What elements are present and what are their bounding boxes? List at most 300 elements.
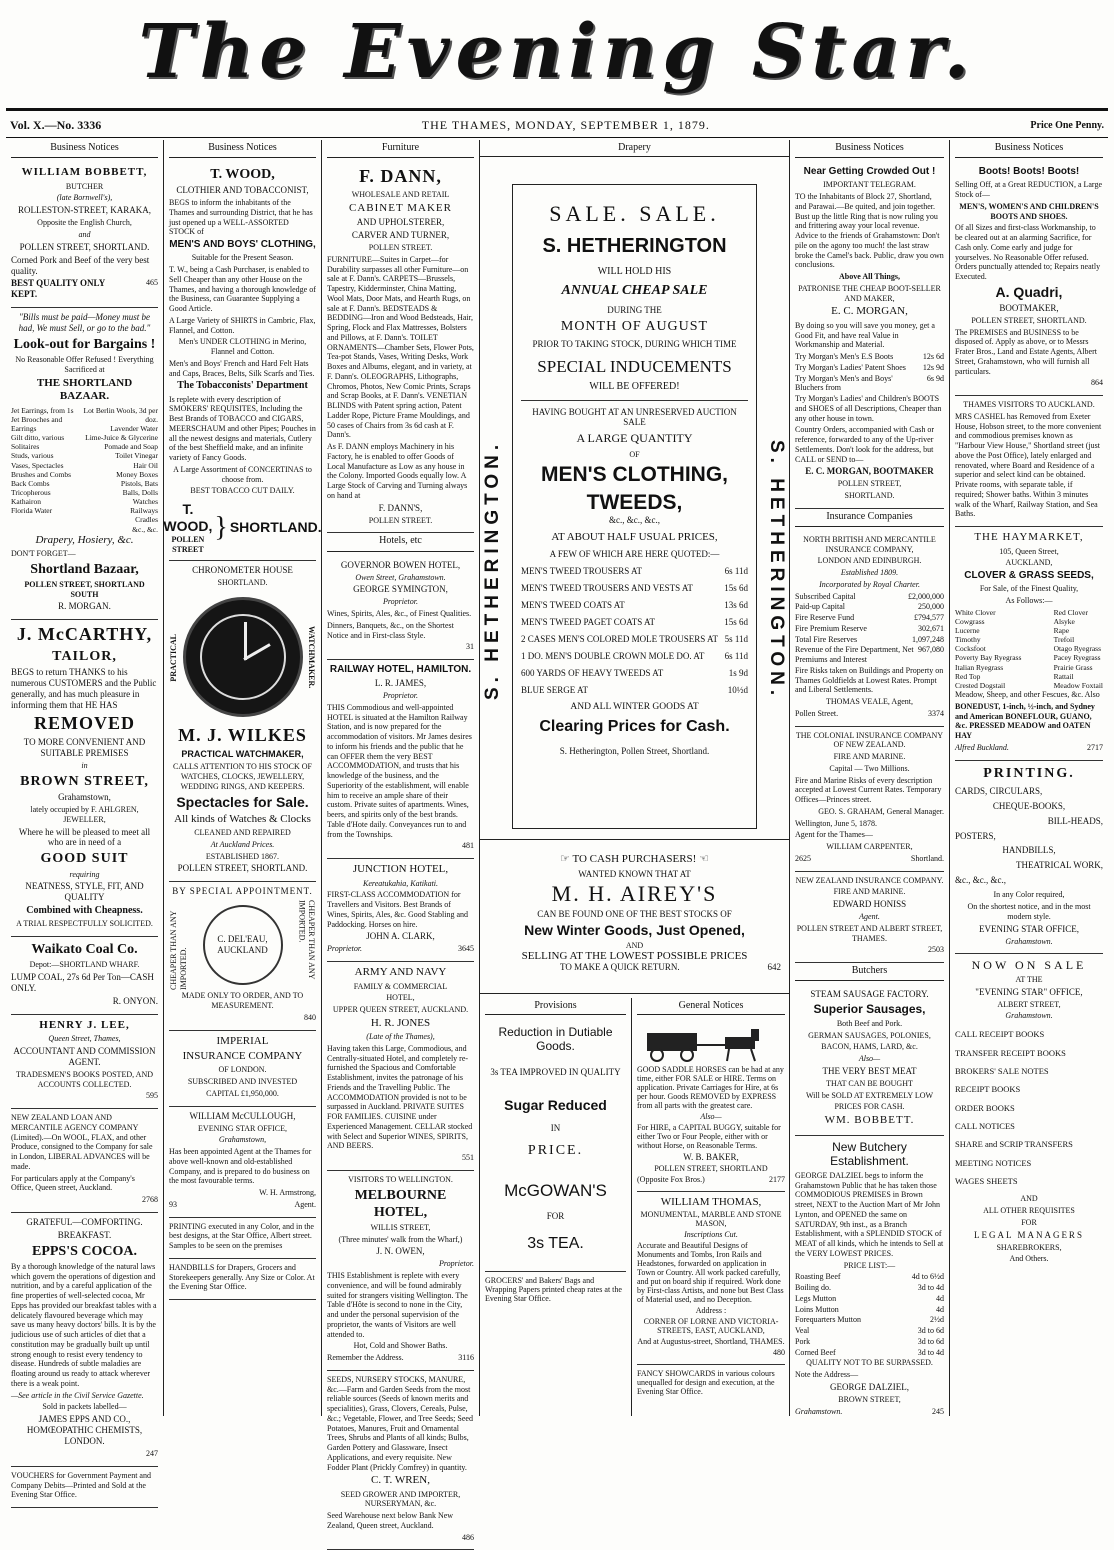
ad-trade: SEED GROWER AND IMPORTER, NURSERYMAN, &c. [340,1489,461,1509]
ad-address: BROWN STREET, [838,1394,901,1404]
price-label: MEN'S TWEED TROUSERS AT [521,566,643,576]
ad-address: POLLEN STREET. [368,243,433,253]
list-item: Lime-Juice & Glycerine [85,433,158,443]
ad-text: ALL OTHER REQUISITES [983,1206,1075,1216]
ad-address: UPPER QUEEN STREET, AUCKLAND. [332,1005,469,1015]
ad-name: T. WOOD, [163,501,213,535]
price-row [795,592,944,602]
ad-headline: SALE. SALE. [549,201,720,226]
ad-william-thomas [637,1192,785,1365]
ad-text: SUBSCRIBED AND INVESTED [187,1077,298,1087]
ad-text: PRICES FOR CASH. [834,1102,905,1112]
ad-name: M. J. WILKES [178,725,307,746]
ad-name: INSURANCE COMPANY [182,1049,303,1062]
price-label: Try Morgan's Men's and Boys' Bluchers from [795,373,893,393]
ad-trade: ACCOUNTANT AND COMMISSION AGENT. [13,1046,156,1067]
ad-body: Men's and Boys' French and Hard Felt Hats and Caps, Braces, Belts, Silk Scarfs and Ties. [169,358,315,378]
price-row [795,1315,944,1325]
ad-body: Wines, Spirits, Ales, &c., of Finest Qualities. [327,609,472,619]
ad-name: THE SHORTLAND BAZAAR. [36,376,133,403]
price-row [521,668,748,678]
ad-tagline: BEST TOBACCO CUT DAILY. [190,486,295,496]
ad-text: CAPITAL £1,950,000. [206,1088,279,1098]
ad-body: Has been appointed Agent at the Thames for above well-known and old-established Company, and is prepared to do business on the most favourable terms. [169,1147,312,1186]
price-row [795,1283,944,1293]
ad-text: Proprietor. [327,944,363,954]
ad-text: AND ALL WINTER GOODS AT [570,702,699,712]
ad-cashel [955,396,1103,527]
price-value: 3d to 6d [917,1326,944,1336]
ad-name: NORTH BRITISH AND MERCANTILE INSURANCE COMPANY, [803,534,936,554]
section-heading: General Notices [637,998,785,1015]
ad-text: FOR [1021,1217,1037,1227]
section-heading: Hotels, etc [327,533,474,551]
ad-address: Grahamstown. [1005,936,1053,946]
ad-body: LUMP COAL, 27s 6d Per Ton—CASH ONLY. [11,971,154,993]
price-label: 600 YARDS OF HEAVY TWEEDS AT [521,668,664,678]
ad-trade: CLOTHIER AND TOBACCONIST, [176,185,309,196]
column-7 [950,140,1108,1416]
price-label: Revenue of the Fire Department, Net Premiums and Interest [795,645,914,665]
ad-text: Remember the Address. [327,1353,404,1363]
ad-body: Dinners, Banquets, &c., on the Shortest Notice and in First-class Style. [327,620,454,640]
price-value: 4d to 6½d [911,1272,944,1282]
price-label: Try Morgan's Ladies' Patent Shoes [795,362,906,372]
ad-nz-loan [11,1109,158,1213]
ad-text: Inscriptions Cut. [684,1230,738,1239]
ad-body: Fire Risks taken on Buildings and Property on Thames Goldfields at Lowest Rates. Prompt and Liberal Settlements. [795,665,944,695]
ad-text: Also— [858,1054,881,1064]
ad-address: POLLEN STREET, SHORTLAND SOUTH [24,579,145,599]
list-item: Gilt ditto, various [11,433,65,443]
list-item: TRANSFER RECEIPT BOOKS [955,1047,1066,1058]
price-label: Veal [795,1326,810,1336]
ad-text: DURING THE [607,305,662,315]
vertical-name: S. HETHERINGTON. [482,439,503,701]
ad-text: FIRE AND MARINE. [833,752,906,762]
list-item: Pacey Ryegrass [1053,653,1101,663]
ad-owner: L. R. JAMES, [374,678,427,689]
ad-body: HANDBILLS for Drapers, Grocers and Storekeepers generally. Any Size or Color. At the Evening Star Office. [169,1262,315,1292]
list-item: Money Boxes [116,469,158,479]
ad-name: WILLIAM THOMAS, [660,1196,762,1208]
ad-number: 2503 [928,945,944,955]
list-item: Pistols, Bats [120,478,158,488]
airey-ad [480,848,789,994]
ad-text: Agent. [859,912,880,922]
ad-wren [327,1371,474,1550]
ad-address: Grahamstown, [58,792,111,803]
ad-text: OF [629,450,640,459]
list-item: Rattail [1053,671,1074,681]
column-3 [322,140,480,1542]
ad-body: As F. DANN employs Machinery in his Factory, he is enabled to offer Goods of Local Manufacture as Low as any house in the Colony. Imported Goods equally low. A Large Stock of Carving and Turning always on hand at [327,442,468,500]
ad-text: For Sale, of the Finest Quality, [979,584,1079,594]
ad-body: CALLS ATTENTION TO HIS STOCK OF WATCHES, CLOCKS, JEWELLERY, WEDDING RINGS, AND KEEPERS. [173,762,312,791]
price-label: Fire Premium Reserve [795,623,867,633]
center-block [480,140,790,1416]
section-heading: Drapery [480,140,789,157]
ad-body: Meadow, Sheep, and other Fescues, &c. Also [955,690,1100,700]
ad-text: AT THE [1015,974,1043,984]
section-heading: Business Notices [169,140,316,158]
ad-text: AT ABOUT HALF USUAL PRICES, [551,531,718,543]
ad-number: 840 [304,1012,316,1022]
seal-text: C. DEL'EAU, AUCKLAND [217,934,268,956]
ad-text: PRICE LIST:— [843,1260,896,1270]
list-item: Jet Brooches and Earrings [11,414,63,434]
ad-address: POLLEN STREET. [368,515,433,525]
ad-printing-office [955,761,1103,955]
ad-address: Grahamstown, [218,1135,267,1145]
ad-text: IN [550,1123,561,1133]
ad-text: 3s TEA IMPROVED IN QUALITY [490,1067,621,1077]
ad-body: Corned Pork and Beef of the very best quality. [11,254,150,276]
list-item: MEETING NOTICES [955,1157,1032,1168]
price-label: Forequarters Mutton [795,1315,861,1325]
ad-trade: CABINET MAKER [349,201,452,214]
printing-list [955,786,1103,887]
hand-icon: ☜ [696,853,709,865]
list-item: &c., &c. [132,524,158,534]
ad-headline: VISITORS TO WELLINGTON. [348,1174,453,1184]
ad-text: —See article in the Civil Service Gazette. [11,1390,144,1400]
ad-text: BACON, HAMS, LARD, &c. [821,1042,918,1052]
ad-junction-hotel [327,859,474,962]
ad-headline: Sugar Reduced [504,1097,607,1113]
list-item: Hair Oil [133,460,158,470]
ad-text: THE VERY BEST MEAT [822,1065,917,1076]
ad-number: 595 [146,1091,158,1101]
ad-printing [169,1218,316,1259]
ad-address: AUCKLAND, [1005,558,1053,568]
ad-name: THE HAYMARKET, [974,531,1084,544]
ad-owner: THOMAS VEALE, Agent, [826,697,913,707]
ad-dalziel [795,1136,944,1424]
ad-address: POLLEN STREET, SHORTLAND. [19,241,150,252]
ad-name: S. HETHERINGTON [542,235,727,257]
ad-trade: TAILOR, [52,649,117,665]
ad-shortland-bazaar [11,308,158,620]
ad-text: NEATNESS, STYLE, FIT, AND QUALITY [25,881,144,903]
ad-name: WILLIAM McCULLOUGH, [189,1110,296,1121]
ad-haymarket [955,527,1103,760]
list-item: BILL-HEADS, [1047,815,1103,826]
ad-address: LONDON AND EDINBURGH. [817,556,922,566]
price-value: 2½d [930,1315,944,1325]
ad-headline: THAMES VISITORS TO AUCKLAND. [963,400,1095,410]
ad-governor-bowen [327,556,474,660]
ad-number: 245 [932,1406,944,1416]
ad-name: NEW ZEALAND INSURANCE COMPANY. [795,875,944,885]
ad-name: J. McCARTHY, [16,624,153,645]
side-label: PRACTICAL [169,633,178,682]
price-label: Legs Mutton [795,1293,837,1303]
ad-headline: PRICE. [527,1143,584,1158]
ad-headline: GOOD SUIT [40,851,129,867]
list-item: Italian Ryegrass [955,662,1004,672]
ad-number: 31 [466,642,474,652]
ad-name: GOVERNOR BOWEN HOTEL, [340,559,461,570]
ad-text: WILL HOLD HIS [597,266,672,277]
price-label: BLUE SERGE AT [521,685,589,695]
ad-now-on-sale [955,954,1103,1271]
ad-number: 486 [462,1532,474,1542]
ad-railway-hotel [327,660,474,859]
ad-number: 465 [146,278,158,288]
ad-trade: CARVER AND TURNER, [351,230,450,241]
ad-text: WANTED KNOWN THAT AT [578,869,691,879]
price-row [521,651,748,661]
ad-owner: E. C. MORGAN, BOOTMAKER [805,466,934,477]
side-label: CHEAPER THAN ANY IMPORTED. [297,900,316,980]
ad-headline: The Tobacconists' Department [177,380,308,392]
ad-owner: GEORGE SYMINGTON, [353,584,448,595]
price-label: Loins Mutton [795,1304,839,1314]
list-item: Red Top [955,671,981,681]
section-heading: Furniture [327,140,474,158]
ad-text: TO MORE CONVENIENT AND SUITABLE PREMISES [23,737,146,759]
ad-text: LEGAL MANAGERS [974,1229,1084,1240]
ad-text: CLEANED AND REPAIRED [194,828,291,838]
ad-body: Is replete with every description of SMOKERS' REQUISITES, Including the Best Brands of TOBACCO and CIGARS, MEERSCHAUM and other Pipes; Pouches in all the newest designs and materials, Cutlery of the best Sheffield make, and an infinite variety of Fancy Goods. [169,394,316,463]
ad-address: SHORTLAND. [217,577,268,587]
ad-body: Country Orders, accompanied with Cash or reference, forwarded to any of the Up-river Settlements. Don't look for the address, but CALL or SEND to— [795,425,935,464]
auction-section [521,400,748,736]
ad-body: Try Morgan's Ladies' and Children's BOOTS and SHOES of all Descriptions, Cheaper than any other house in town. [795,394,942,423]
ad-name: E. C. MORGAN, [831,305,908,318]
ad-text: FOR [546,1211,565,1221]
ad-body: SEEDS, NURSERY STOCKS, MANURE, &c.—Farm and Garden Seeds from the most reliable sources (Seeds of known merits and specialities), Grass, Clovers, Cereals, Pulse, &c.; Vegetable, Flower, and Tree Seeds; Seed Potatoes, Manures, Fruit and Ornamental Trees, Shrubs and Plants of all kinds; Bulbs, Garden Pottery and Glassware, Insect Applications, and every requisite. New Fodder Plant (Prickly Comfrey) in quantity. [327,1374,473,1472]
ad-address: POLLEN STREET [171,535,205,555]
ad-address: POLLEN STREET, SHORTLAND [654,1164,768,1173]
ad-text: MEN'S, WOMEN'S AND CHILDREN'S BOOTS AND SHOES. [959,201,1099,221]
price-label: Fire Reserve Fund [795,613,855,623]
list-item: Meadow Foxtail [1053,680,1103,690]
ad-body: For particulars apply at the Company's Office, Queen street, Auckland. [11,1173,135,1193]
ad-address: Depot:—SHORTLAND WHARF. [29,960,140,970]
list-item: Lavender Water [110,424,158,434]
ad-quadri [955,162,1103,396]
price-row [521,600,748,610]
list-item: Florida Water [11,506,53,516]
ad-address: Grahamstown. [1005,1011,1053,1021]
ad-army-navy [327,962,474,1171]
ad-number: 642 [767,962,781,972]
item-list-left [11,406,80,534]
ad-headline: Boots! Boots! Boots! [978,166,1080,178]
ad-address: And at Augustus-street, Shortland, THAMES. [637,1337,785,1346]
ad-text: On the shortest notice, and in the most modern style. [967,902,1091,921]
ad-address: ROLLESTON-STREET, KARAKA, [18,205,151,216]
capital-table [795,592,944,665]
ad-text: THAT CAN BE BOUGHT [826,1078,913,1088]
list-item: Rape [1053,626,1070,636]
ad-headline: BY SPECIAL APPOINTMENT. [172,886,313,897]
ad-owner: J. N. OWEN, [376,1246,425,1257]
side-label: WATCHMAKER. [307,626,316,689]
ad-text: Above All Things, [839,272,900,282]
ad-t-wood [163,162,322,561]
price-value: 3d to 4d [917,1283,944,1293]
ad-colonial-insurance [795,727,944,872]
ad-text: lately occupied by F. AHLGREN, JEWELLER, [30,805,139,824]
ad-owner: WM. BOBBETT. [824,1114,915,1127]
price-label: 1 DO. MEN'S DOUBLE CROWN MOLE DO. AT [521,651,705,661]
ad-text: Incorporated by Royal Charter. [819,579,920,589]
ad-address: Opposite the English Church, [37,218,132,228]
ad-text: CAN BE FOUND ONE OF THE BEST STOCKS OF [537,909,732,919]
ad-owner: Alfred Buckland. [955,742,1009,752]
provisions-column [480,998,632,1416]
ad-text: AND [1020,1194,1038,1204]
ad-text: HAVING BOUGHT AT AN UNRESERVED AUCTION SALE [532,407,737,427]
ad-owner: R. ONYON. [112,995,158,1006]
ad-tagline: GRATEFUL—COMFORTING. [26,1216,143,1227]
price-value: 967,080 [918,645,944,655]
ad-fancy-showcards [637,1365,785,1403]
ad-address: WILLIS STREET, [370,1222,431,1232]
ad-body: FIRST-CLASS ACCOMMODATION for Travellers and Visitors. Best Brands of Wines, Spirits, Ales, &c. Good Stabling and Paddocking. Horses on hire. [327,890,469,929]
ad-headline: Reduction in Dutiable Goods. [498,1025,613,1053]
price-label: Roasting Beef [795,1272,841,1282]
list-item: Jet Earrings, from 1s [11,405,74,415]
price-row [795,1348,944,1358]
list-item: Kathairon [11,497,41,507]
ad-number: 2768 [142,1195,158,1205]
list-item: Toilet Vinegar [115,451,158,461]
ad-text: (Opposite Fox Bros.) [637,1175,705,1184]
ad-tagline: Combined with Cheapness. [26,905,143,917]
seal-icon [203,905,283,985]
ad-number: 864 [1091,378,1103,388]
price-list [521,566,748,695]
ad-dann [327,162,474,533]
horse-carriage-icon [637,1023,777,1063]
ad-name: HENRY J. LEE, [39,1018,130,1031]
ad-trade: MONUMENTAL, MARBLE AND STONE MASON, [640,1210,782,1228]
price-value: 12s 6d [922,352,944,362]
ad-number: 93 [169,1199,177,1209]
price-value: 3d to 6d [917,1336,944,1346]
ad-body: FANCY SHOWCARDS in various colours unequalled for design and execution, at the Evening Star Office. [637,1369,775,1396]
price-label: MEN'S TWEED PAGET COATS AT [521,617,655,627]
ad-trade: AND UPHOLSTERER, [356,217,445,228]
ad-text: requiring [69,869,100,879]
ad-address: ALBERT STREET, [997,999,1061,1009]
ad-text: FIRE AND MARINE. [833,887,906,897]
ad-body: Of all Sizes and first-class Workmanship, to be cleared out at an alarming Sacrifice, for Cash only. Come early and judge for yourselves. No Reasonable Offer refused. Orders punctually attended to; Repairs neatly Executed. [955,223,1101,282]
ad-text: TO MAKE A QUICK RETURN. [560,962,680,972]
list-item: CALL RECEIPT BOOKS [955,1029,1045,1040]
ad-text: Sold in packets labelled— [42,1402,127,1412]
price-row [795,363,944,373]
ad-wilkes [169,561,316,883]
ad-body: TRADESMEN'S BOOKS POSTED, AND ACCOUNTS COLLECTED. [15,1069,153,1089]
ad-body: A Large Variety of SHIRTS in Cambric, Flax, Flannel, and Cotton. [169,315,316,335]
list-item: Prairie Grass [1053,662,1093,672]
ad-text: Proprietor. [382,691,419,701]
ad-owner: R. MORGAN. [58,601,111,612]
ad-trade: PRACTICAL WATCHMAKER, [181,749,304,760]
list-item: Pomade and Soap [104,442,158,452]
ad-body: GOOD SADDLE HORSES can be had at any time, either FOR SALE or HIRE. Terms on application. Private Carriages for Hire, at 6s per hour. Goods REMOVED by EXPRESS from all parts with the greatest care. [637,1065,784,1110]
item-list-right [1054,608,1103,690]
ad-address: CORNER OF LORNE AND VICTORIA-STREETS, EAST, AUCKLAND, [643,1317,779,1335]
list-item: THEATRICAL WORK, [1016,860,1103,871]
price-label: Subscribed Capital [795,591,856,601]
ad-lee [11,1015,158,1109]
ad-del-eau [169,882,316,1030]
ad-tagline: QUALITY NOT TO BE SURPASSED. [806,1358,933,1368]
clock-icon [183,597,303,717]
list-item: Back Combs [11,478,50,488]
ad-number: 3374 [928,708,944,718]
sale-item-list [955,1029,1103,1186]
ad-address: Shortland. [910,853,944,863]
price-row [795,613,944,623]
price-value: 1,097,248 [912,634,944,644]
price-value: 12s 9d [922,362,944,372]
ad-headline: MEN'S AND BOYS' CLOTHING, [169,239,316,251]
list-item: Poverty Bay Ryegrass [955,653,1022,663]
ad-text: WILL BE OFFERED! [589,381,680,392]
ad-body: Men's UNDER CLOTHING in Merino, Flannel and Cotton. [178,337,307,357]
ad-address: EVENING STAR OFFICE, [198,1123,287,1133]
ad-body: By a thorough knowledge of the natural laws which govern the operations of digestion and nutrition, and by a careful application of the fine properties of well-selected cocoa, Mr Epps has provided our breakfast tables with a delicately flavoured beverage which may save us many heavy doctors' bills. It is by the judicious use of such articles of diet that a constitution may be gradually built up until strong enough to resist every tendency to disease. Hundreds of subtle maladies are floating around us ready to attack wherever there is a weak point. [11,1261,157,1388]
list-item: Vases, Spectacles [11,460,64,470]
ad-owner: W. H. Armstrong, [259,1188,316,1198]
item-list-right [80,406,158,534]
price-row [795,1305,944,1315]
list-item: ORDER BOOKS [955,1102,1015,1113]
ad-headline: MONTH OF AUGUST [560,319,709,334]
price-row [795,645,944,665]
ad-number: 2177 [769,1175,785,1184]
ad-number: 480 [773,1348,785,1357]
price-value: 4d [936,1293,944,1303]
cash-line [488,852,781,865]
ad-text: Hot, Cold and Shower Baths. [353,1341,448,1351]
ad-handbills [169,1259,316,1300]
price-value: 250,000 [918,602,944,612]
ad-body: By doing so you will save you money, get a Good Fit, and have real Value in Workmanship and Material. [795,320,935,350]
ad-body: BONEDUST, 1-inch, ½-inch, and Sydney and American BONEFLOUR, GUANO, &c. PRESSED MEADOW and OATEN HAY [955,701,1095,741]
ad-text: SELLING AT THE LOWEST POSSIBLE PRICES [521,950,748,962]
ad-headline: SPECIAL INDUCEMENTS [537,357,732,376]
list-item: Cowgrass [955,616,985,626]
ad-trade: BOOTMAKER, [999,302,1059,313]
ad-text: Address : [695,1306,727,1315]
ad-headline: REMOVED [34,713,135,734]
ad-name: RAILWAY HOTEL, HAMILTON. [329,664,472,676]
ad-text: IMPORTANT TELEGRAM. [823,180,916,190]
ad-text: (Three minutes' walk from the Wharf,) [338,1234,463,1244]
ad-address: SHORTLAND. [229,519,322,536]
item-lists [11,406,158,534]
ad-body: GROCERS' and Bakers' Bags and Wrapping Papers printed cheap rates at the Evening Star Office. [485,1271,626,1303]
ad-quote: "Bills must be paid—Money must be had, We must Sell, or go to the bad." [18,312,151,334]
vertical-name: S. HETHERINGTON. [766,439,787,701]
price-value: 6s 9d [926,373,944,383]
ad-owner: H. R. JONES [370,1016,431,1029]
ad-number: 551 [462,1153,474,1163]
ad-name: WILLIAM BOBBETT, [21,166,148,179]
ad-nz-insurance [795,872,944,963]
column-6 [790,140,950,1416]
price-value: 302,671 [918,623,944,633]
list-item: Solitaires [11,442,40,452]
